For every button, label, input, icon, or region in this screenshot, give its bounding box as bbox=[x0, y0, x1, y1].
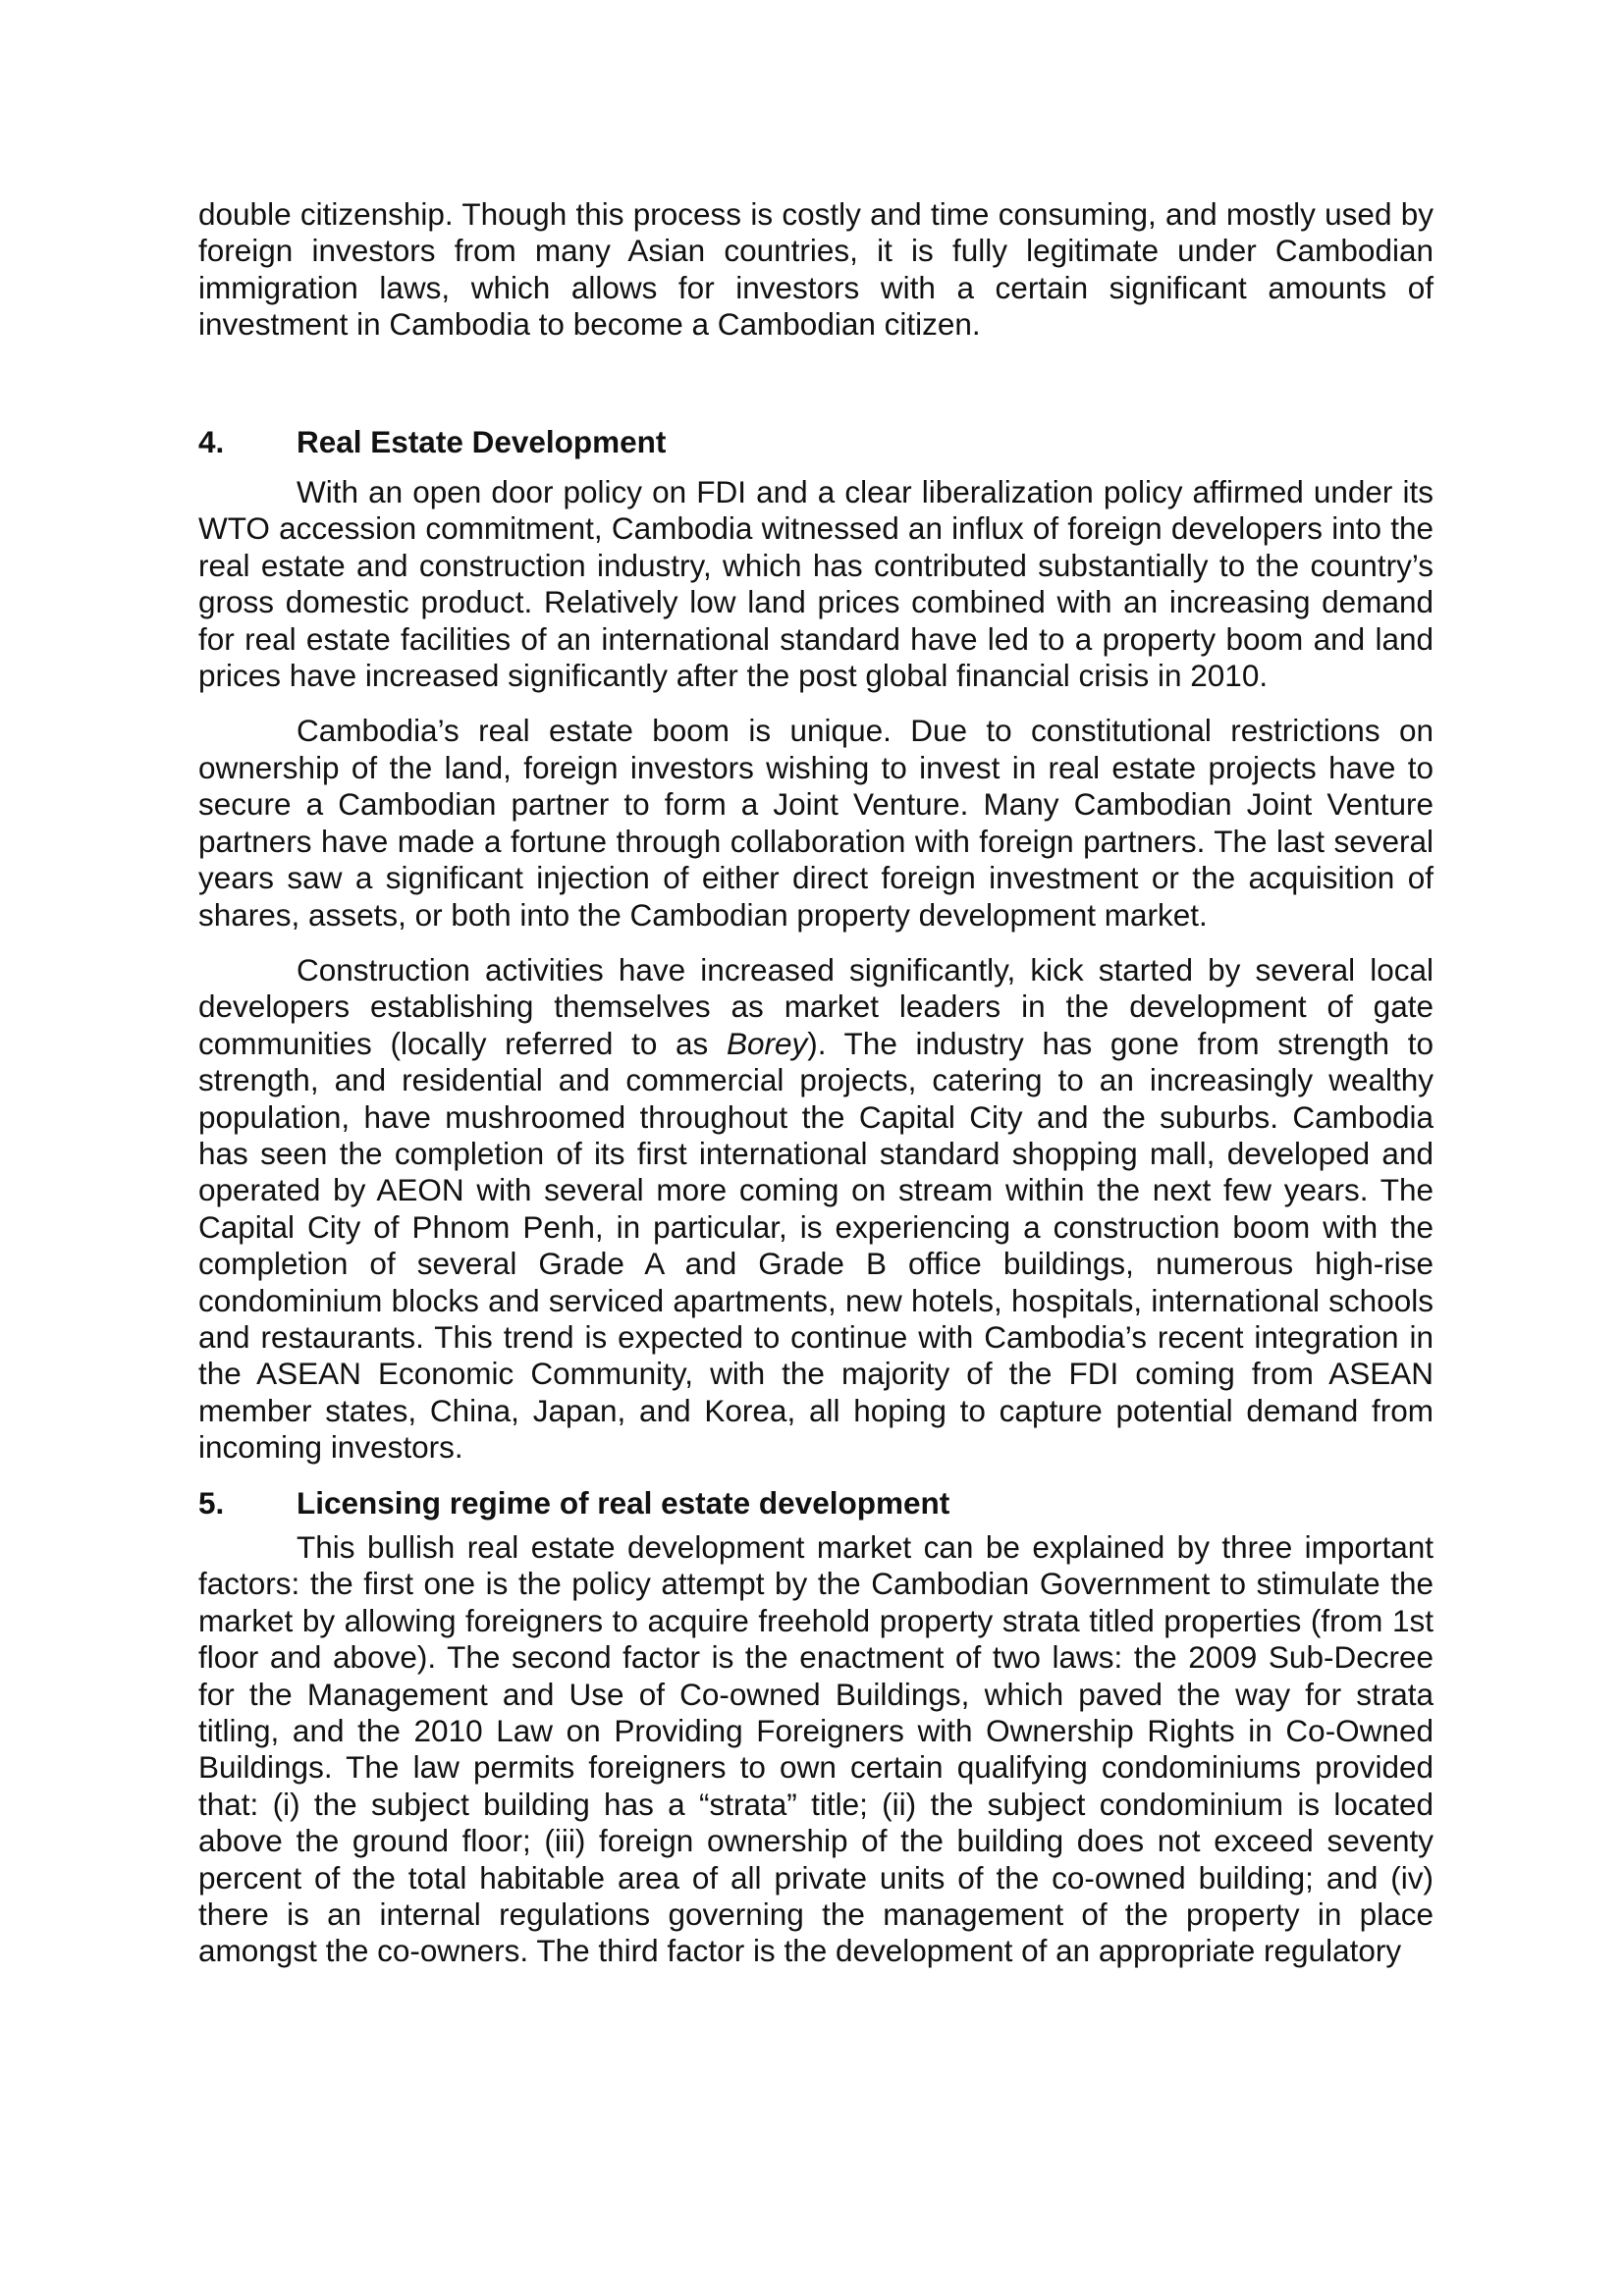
section-4-paragraph-3-text-a: Construction activities have increased significantly, kick started by several local developers establishing themselves as market leaders in the development of gate communities (locally referred to as bbox=[198, 951, 1434, 1061]
section-4-heading bbox=[198, 424, 1434, 460]
document-page bbox=[198, 196, 1434, 1970]
section-5-paragraph-1: This bullish real estate development market can be explained by three important factors: the first one is the policy attempt by the Cambodian Government to stimulate the market by allowing foreigners to acquire freehold property strata titled properties (from 1st floor and above). The second factor is the enactment of two laws: the 2009 Sub-Decree for the Management and Use of Co-owned Buildings, which paved the way for strata titling, and the 2010 Law on Providing Foreigners with Ownership Rights in Co-Owned Buildings. The law permits foreigners to own certain qualifying condominiums provided that: (i) the subject building has a “strata” title; (ii) the subject condominium is located above the ground floor; (iii) foreign ownership of the building does not exceed seventy percent of the total habitable area of all private units of the co-owned building; and (iv) there is an internal regulations governing the management of the property in place amongst the co-owners. The third factor is the development of an appropriate regulatory bbox=[198, 1529, 1434, 1969]
intro-paragraph: double citizenship. Though this process is costly and time consuming, and mostly used by foreign investors from many Asian countries, it is fully legitimate under Cambodian immigration laws, which allows for investors with a certain significant amounts of investment in Cambodia to become a Cambodian citizen. bbox=[198, 196, 1434, 343]
borey-term: Borey bbox=[726, 1025, 808, 1061]
section-4-paragraph-3-text-b: ). The industry has gone from strength to strength, and residential and commercial projects, catering to an increasingly wealthy population, have mushroomed throughout the Capital City and the suburbs. Cambodia has seen the completion of its first international standard shopping mall, developed and operated by AEON with several more coming on stream within the next few years. The Capital City of Phnom Penh, in particular, is experiencing a construction boom with the completion of several Grade A and Grade B office buildings, numerous high-rise condominium blocks and serviced apartments, new hotels, hospitals, international schools and restaurants. This trend is expected to continue with Cambodia’s recent integration in the ASEAN Economic Community, with the majority of the FDI coming from ASEAN member states, China, Japan, and Korea, all hoping to capture potential demand from incoming investors. bbox=[198, 1025, 1434, 1466]
section-4-title: Real Estate Development bbox=[297, 423, 667, 459]
section-4-paragraph-3 bbox=[198, 952, 1434, 1467]
section-4-paragraph-2: Cambodia’s real estate boom is unique. Due to constitutional restrictions on ownership of the land, foreign investors wishing to invest in real estate projects have to secure a Cambodian partner to form a Joint Venture. Many Cambodian Joint Venture partners have made a fortune through collaboration with foreign partners. The last several years saw a significant injection of either direct foreign investment or the acquisition of shares, assets, or both into the Cambodian property development market. bbox=[198, 713, 1434, 933]
section-4-number: 4. bbox=[198, 423, 225, 459]
section-4-paragraph-1: With an open door policy on FDI and a clear liberalization policy affirmed under its WTO accession commitment, Cambodia witnessed an influx of foreign developers into the real estate and construction industry, which has contributed substantially to the country’s gross domestic product. Relatively low land prices combined with an increasing demand for real estate facilities of an international standard have led to a property boom and land prices have increased significantly after the post global financial crisis in 2010. bbox=[198, 474, 1434, 694]
section-5-heading bbox=[198, 1485, 1434, 1522]
section-5-title: Licensing regime of real estate development bbox=[297, 1484, 950, 1521]
section-5-number: 5. bbox=[198, 1484, 225, 1521]
